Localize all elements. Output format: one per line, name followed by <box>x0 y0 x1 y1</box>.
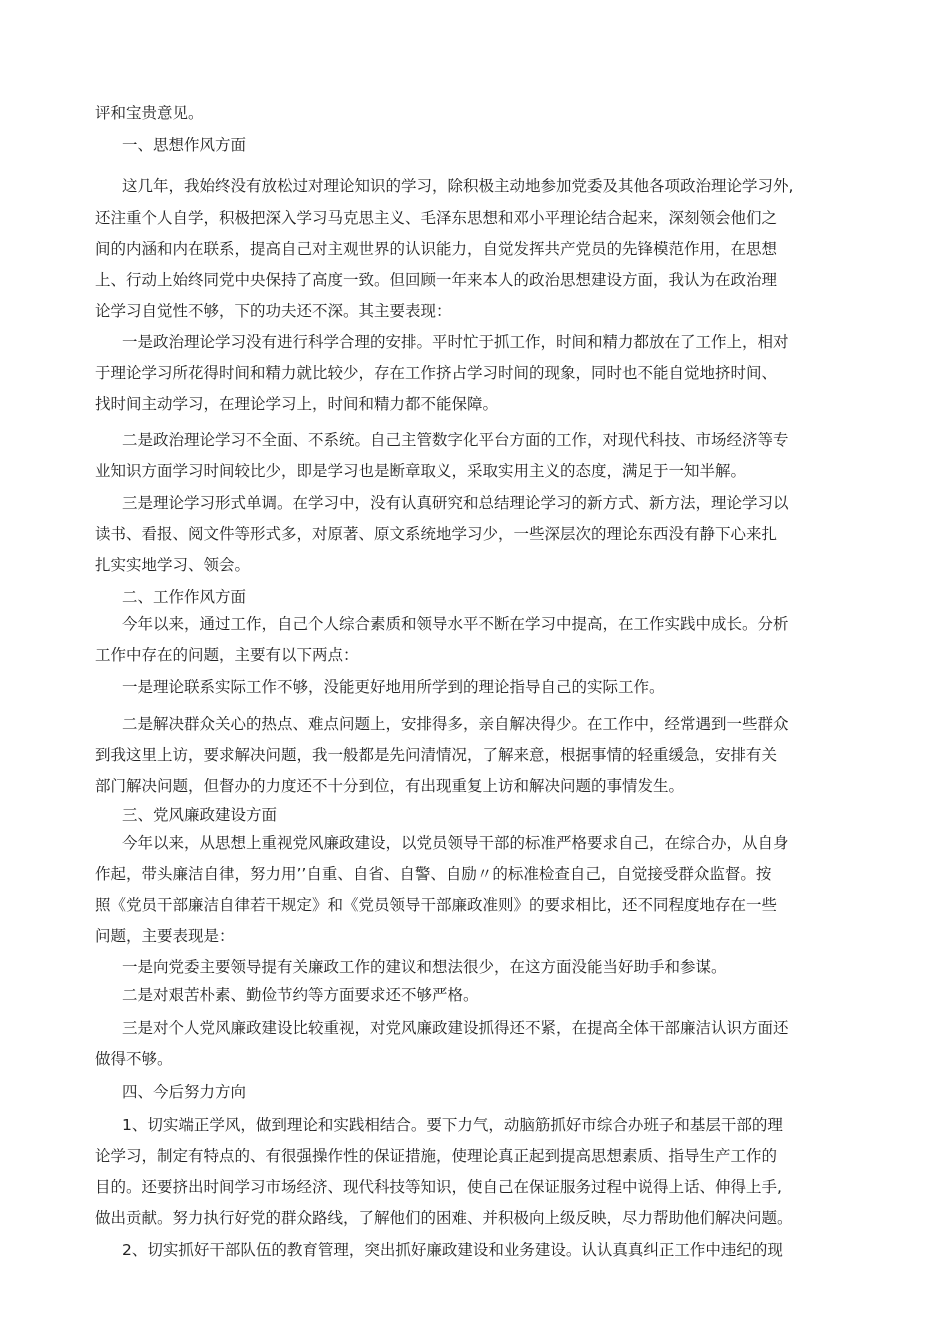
text-line: 一是理论联系实际工作不够，没能更好地用所学到的理论指导自己的实际工作。 <box>122 678 665 696</box>
text-line: 目的。还要挤出时间学习市场经济、现代科技等知识，使自己在保证服务过程中说得上话、伸得上手, <box>95 1178 782 1196</box>
text-line: 做得不够。 <box>95 1050 173 1068</box>
text-line: 部门解决问题，但督办的力度还不十分到位，有出现重复上访和解决问题的事情发生。 <box>95 777 685 795</box>
section-heading: 二、工作作风方面 <box>122 588 247 606</box>
section-heading: 三、党风廉政建设方面 <box>122 806 278 824</box>
text-line: 一是向党委主要领导提有关廉政工作的建议和想法很少，在这方面没能当好助手和参谋。 <box>122 958 727 976</box>
text-line: 读书、看报、阅文件等形式多，对原著、原文系统地学习少，一些深层次的理论东西没有静下心来扎 <box>95 525 778 543</box>
text-line: 论学习，制定有特点的、有很强操作性的保证措施，使理论真正起到提高思想素质、指导生产工作的 <box>95 1147 778 1165</box>
section-heading: 一、思想作风方面 <box>122 136 247 154</box>
text-line: 2、切实抓好干部队伍的教育管理，突出抓好廉政建设和业务建设。认认真真纠正工作中违纪的现 <box>122 1241 783 1259</box>
text-line: 1、切实端正学风，做到理论和实践相结合。要下力气，动脑筋抓好市综合办班子和基层干部的理 <box>122 1116 783 1134</box>
text-line: 作起，带头廉洁自律，努力用’’自重、自省、自警、自励〃的标准检查自己，自觉接受群众监督。按 <box>95 865 772 883</box>
text-line: 业知识方面学习时间较比少，即是学习也是断章取义，采取实用主义的态度，满足于一知半解。 <box>95 462 747 480</box>
text-line: 到我这里上访，要求解决问题，我一般都是先问清情况，了解来意，根据事情的轻重缓急，安排有关 <box>95 746 778 764</box>
text-line: 做出贡献。努力执行好党的群众路线，了解他们的困难、并积极向上级反映，尽力帮助他们解决问题。 <box>95 1209 793 1227</box>
section-heading: 四、今后努力方向 <box>122 1083 247 1101</box>
text-line: 找时间主动学习，在理论学习上，时间和精力都不能保障。 <box>95 395 499 413</box>
text-line: 今年以来，从思想上重视党风廉政建设，以党员领导干部的标准严格要求自己，在综合办，从自身 <box>122 834 789 852</box>
text-line: 二是解决群众关心的热点、难点问题上，安排得多，亲自解决得少。在工作中，经常遇到一些群众 <box>122 715 789 733</box>
text-line: 还注重个人自学，积极把深入学习马克思主义、毛泽东思想和邓小平理论结合起来，深刻领会他们之 <box>95 209 778 227</box>
text-line: 这几年，我始终没有放松过对理论知识的学习，除积极主动地参加党委及其他各项政治理论学习外, <box>122 177 794 195</box>
text-line: 照《党员干部廉洁自律若干规定》和《党员领导干部廉政准则》的要求相比，还不同程度地存在一些 <box>95 896 778 914</box>
text-line: 三是理论学习形式单调。在学习中，没有认真研究和总结理论学习的新方式、新方法，理论学习以 <box>122 494 789 512</box>
text-line: 问题，主要表现是： <box>95 927 235 945</box>
text-line: 一是政治理论学习没有进行科学合理的安排。平时忙于抓工作，时间和精力都放在了工作上，相对 <box>122 333 789 351</box>
text-line: 今年以来，通过工作，自己个人综合素质和领导水平不断在学习中提高，在工作实践中成长。分析 <box>122 615 789 633</box>
text-line: 于理论学习所花得时间和精力就比较少，存在工作挤占学习时间的现象，同时也不能自觉地挤时间、 <box>95 364 778 382</box>
text-line: 论学习自觉性不够，下的功夫还不深。其主要表现： <box>95 302 452 320</box>
text-line: 三是对个人党风廉政建设比较重视，对党风廉政建设抓得还不紧，在提高全体干部廉洁认识方面还 <box>122 1019 789 1037</box>
text-line: 评和宝贵意见。 <box>95 104 204 122</box>
text-line: 二是政治理论学习不全面、不系统。自己主管数字化平台方面的工作，对现代科技、市场经济等专 <box>122 431 789 449</box>
text-line: 扎实实地学习、领会。 <box>95 556 251 574</box>
text-line: 间的内涵和内在联系，提高自己对主观世界的认识能力，自觉发挥共产党员的先锋模范作用，在思想 <box>95 240 778 258</box>
text-line: 工作中存在的问题，主要有以下两点： <box>95 646 359 664</box>
text-line: 二是对艰苦朴素、勤俭节约等方面要求还不够严格。 <box>122 986 479 1004</box>
text-line: 上、行动上始终同党中央保持了高度一致。但回顾一年来本人的政治思想建设方面，我认为在政治理 <box>95 271 778 289</box>
